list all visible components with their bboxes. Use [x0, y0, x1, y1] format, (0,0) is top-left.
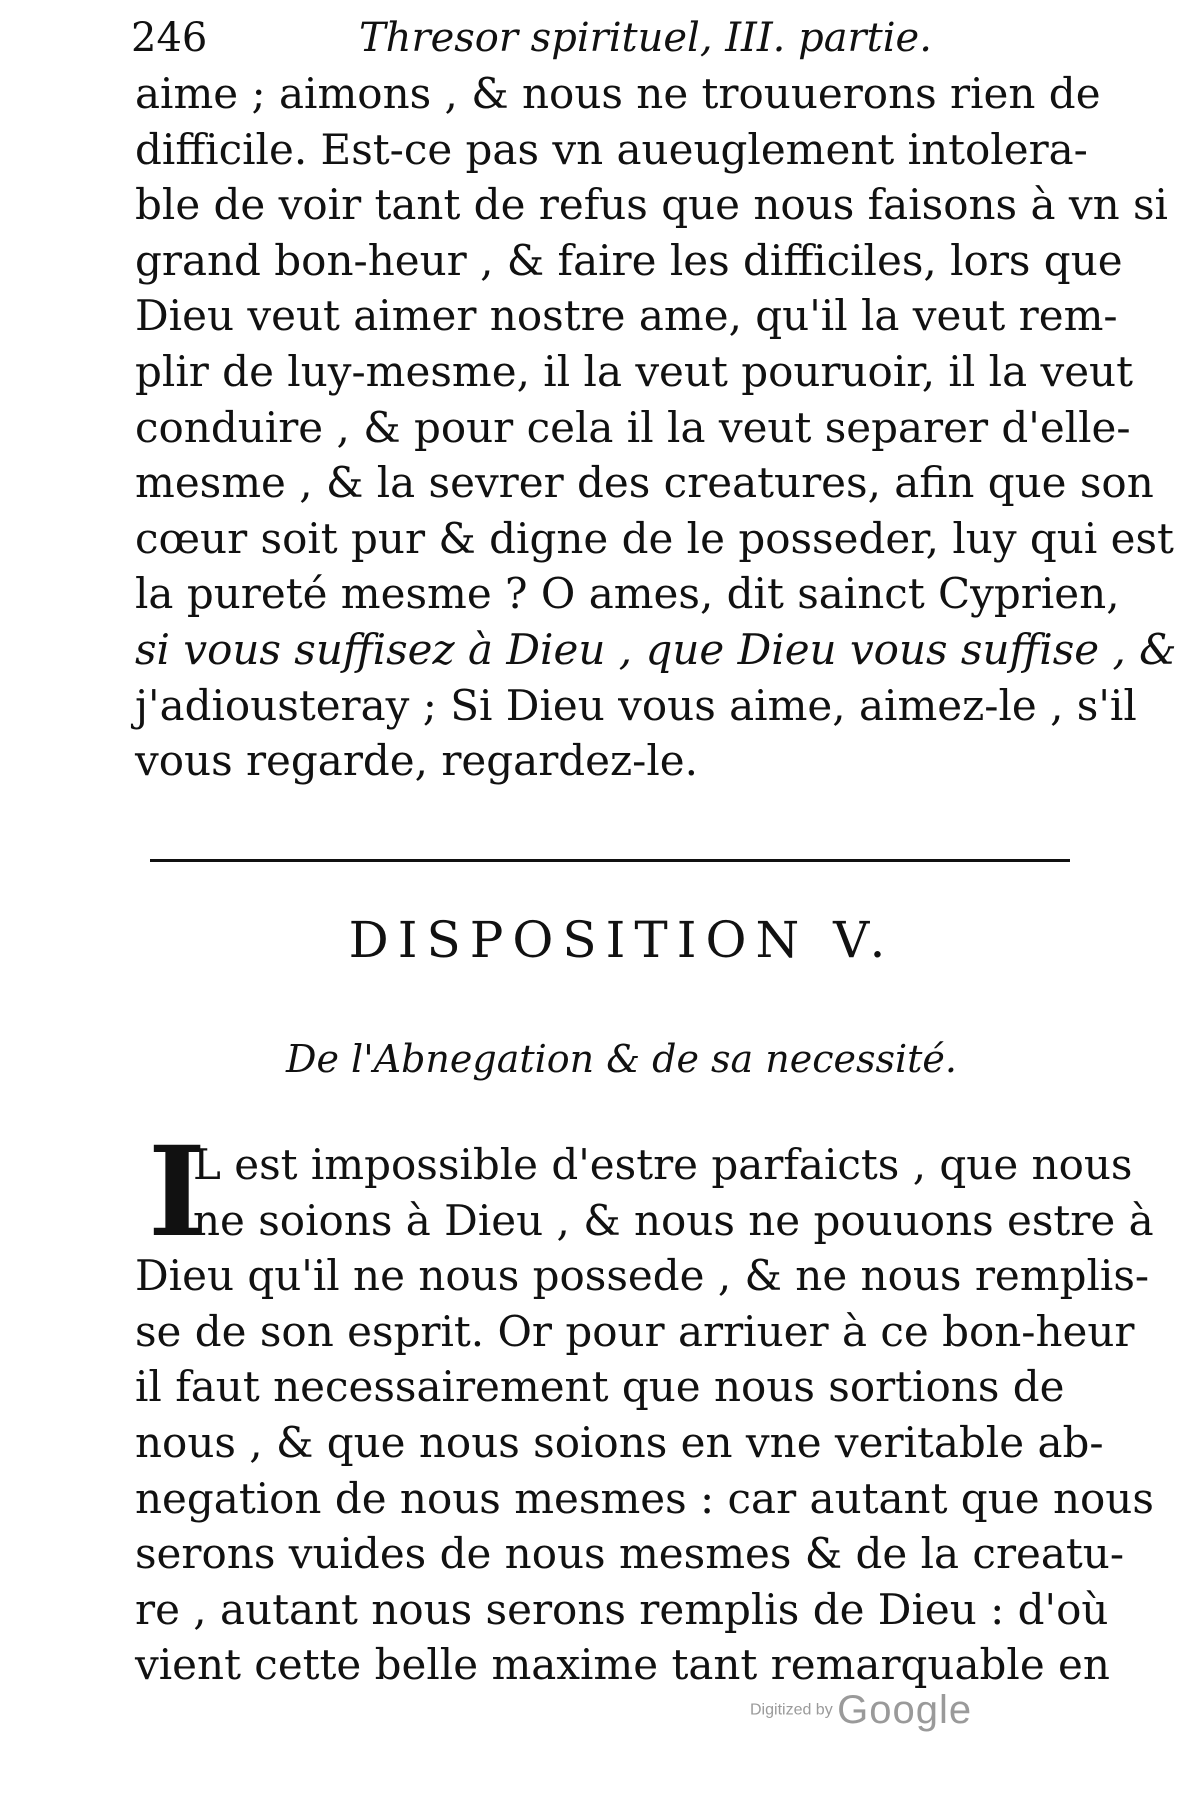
text-line: j'adiousteray ; Si Dieu vous aime, aimez-le , s'il [135, 680, 1137, 730]
text-line: difficile. Est-ce pas vn aueuglement intolera- [135, 124, 1088, 174]
text-line: se de son esprit. Or pour arriuer à ce bon-heur [135, 1306, 1135, 1356]
text-line: conduire , & pour cela il la veut separer d'elle- [135, 402, 1131, 452]
text-line: L est impossible d'estre parfaicts , que nous [193, 1140, 1133, 1189]
drop-cap: I [148, 1120, 207, 1265]
running-title: Thresor spirituel, III. partie. [359, 15, 932, 61]
text-line: il faut necessairement que nous sortions de [135, 1362, 1065, 1412]
text-line: ne soions à Dieu , & nous ne pouuons estre à [193, 1195, 1154, 1245]
text-line: nous , & que nous soions en vne veritable ab- [135, 1417, 1104, 1467]
text-line: cœur soit pur & digne de le posseder, luy qui est [135, 513, 1174, 563]
text-line: ble de voir tant de refus que nous faisons à vn si [135, 180, 1168, 230]
section-divider-rule [150, 859, 1070, 862]
page-number: 246 [131, 15, 208, 61]
text-line: grand bon-heur , & faire les difficiles, lors que [135, 235, 1123, 285]
text-line: vous regarde, regardez-le. [135, 736, 698, 786]
section-subheading: De l'Abnegation & de sa necessité. [286, 1037, 957, 1081]
text-line: plir de luy-mesme, il la veut pouruoir, il la veut [135, 346, 1133, 396]
text-line: re , autant nous serons remplis de Dieu : d'où [135, 1584, 1109, 1634]
text-line: Dieu veut aimer nostre ame, qu'il la veut rem- [135, 291, 1118, 341]
watermark-prefix: Digitized by [750, 1701, 833, 1719]
text-line: aime ; aimons , & nous ne trouuerons rien de [135, 69, 1101, 118]
text-line-quotation: si vous suffisez à Dieu , que Dieu vous suffise , & [135, 624, 1177, 674]
digitized-watermark [750, 1688, 972, 1733]
google-logo: Google [837, 1688, 973, 1732]
text-line: la pureté mesme ? O ames, dit sainct Cyprien, [135, 569, 1120, 619]
text-block-section [135, 1120, 1154, 1693]
text-line: serons vuides de nous mesmes & de la creatu- [135, 1529, 1125, 1579]
running-head [131, 12, 951, 64]
text-line: mesme , & la sevrer des creatures, afin que son [135, 458, 1154, 508]
text-block-continuation [135, 66, 1177, 789]
text-line: vient cette belle maxime tant remarquable en [135, 1640, 1110, 1690]
section-heading: DISPOSITION V. [348, 911, 895, 969]
text-line: Dieu qu'il ne nous possede , & ne nous remplis- [135, 1251, 1150, 1301]
text-line: negation de nous mesmes : car autant que nous [135, 1473, 1154, 1523]
